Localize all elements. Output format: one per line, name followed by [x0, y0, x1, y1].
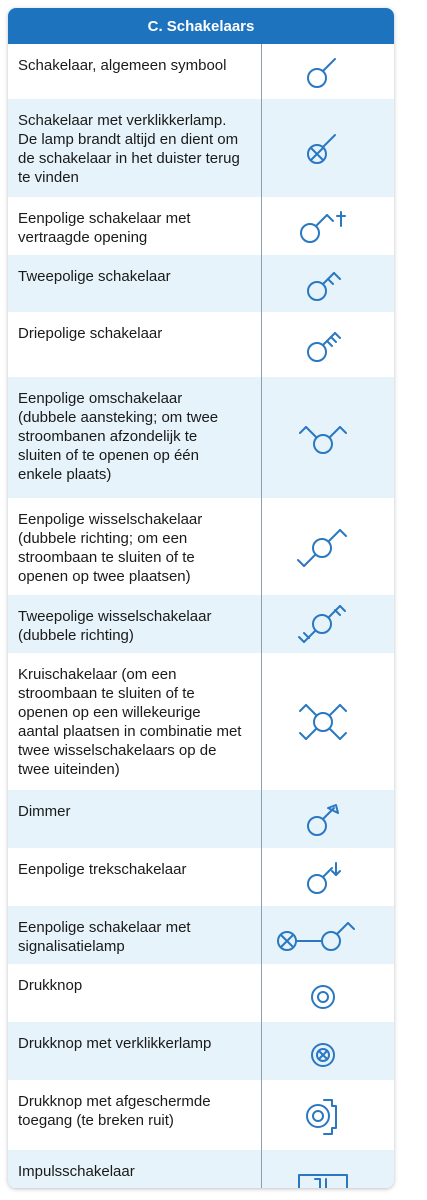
table-row	[8, 1080, 394, 1150]
row-label: Kruischakelaar (om een stroombaan te sluiten of te openen op een willekeurige aantal plaatsen in combinatie met twee wisselschakelaars op de twee uiteinden)	[18, 666, 242, 778]
table-row	[8, 99, 394, 197]
table-row	[8, 1022, 394, 1080]
dimmer-icon	[251, 790, 394, 848]
table-row	[8, 498, 394, 595]
table-row	[8, 1150, 394, 1188]
switch-two-pole-two-way-icon	[251, 595, 394, 653]
table-row	[8, 906, 394, 964]
row-label: Schakelaar, algemeen symbool	[18, 57, 227, 74]
row-label: Impulsschakelaar	[18, 1163, 135, 1180]
table-row	[8, 964, 394, 1022]
row-label: Drukknop met verklikkerlamp	[18, 1035, 212, 1052]
push-button-lamp-icon	[251, 1022, 394, 1080]
switch-signal-lamp-icon	[251, 906, 394, 964]
push-button-icon	[251, 964, 394, 1022]
impulse-switch-icon	[251, 1150, 394, 1188]
table-row	[8, 848, 394, 906]
row-label: Eenpolige schakelaar met signalisatielamp	[18, 919, 191, 955]
switch-pilot-lamp-icon	[251, 99, 394, 197]
row-label: Eenpolige schakelaar met vertraagde opening	[18, 210, 191, 246]
table-row	[8, 790, 394, 848]
table-row	[8, 44, 394, 99]
switch-changeover-icon	[251, 377, 394, 498]
table-row	[8, 312, 394, 377]
switch-two-pole-icon	[251, 255, 394, 312]
row-label: Schakelaar met verklikkerlamp. De lamp brandt altijd en dient om de schakelaar in het duister terug te vinden	[18, 112, 240, 186]
row-label: Tweepolige schakelaar	[18, 268, 171, 285]
row-label: Dimmer	[18, 803, 71, 820]
table-row	[8, 595, 394, 653]
switches-table	[8, 8, 394, 1188]
switch-cross-icon	[251, 653, 394, 790]
table-row	[8, 653, 394, 790]
row-label: Eenpolige wisselschakelaar (dubbele richting; om een stroombaan te sluiten of te openen op twee plaatsen)	[18, 511, 203, 585]
section-title: C. Schakelaars	[8, 8, 394, 44]
row-label: Eenpolige trekschakelaar	[18, 861, 187, 878]
switch-three-pole-icon	[251, 312, 394, 377]
switch-general-icon	[251, 44, 394, 99]
switch-delayed-icon	[251, 197, 394, 255]
row-label: Driepolige schakelaar	[18, 325, 163, 342]
row-label: Eenpolige omschakelaar (dubbele aansteking; om twee stroombanen afzondelijk te sluiten of te openen op één enkele plaats)	[18, 390, 219, 483]
row-label: Drukknop	[18, 977, 83, 994]
push-button-protected-icon	[251, 1080, 394, 1150]
table-row	[8, 197, 394, 255]
table-row	[8, 255, 394, 312]
pull-switch-icon	[251, 848, 394, 906]
switch-two-way-icon	[251, 498, 394, 595]
row-label: Drukknop met afgeschermde toegang (te breken ruit)	[18, 1093, 211, 1129]
table-row	[8, 377, 394, 498]
row-label: Tweepolige wisselschakelaar (dubbele richting)	[18, 608, 212, 644]
